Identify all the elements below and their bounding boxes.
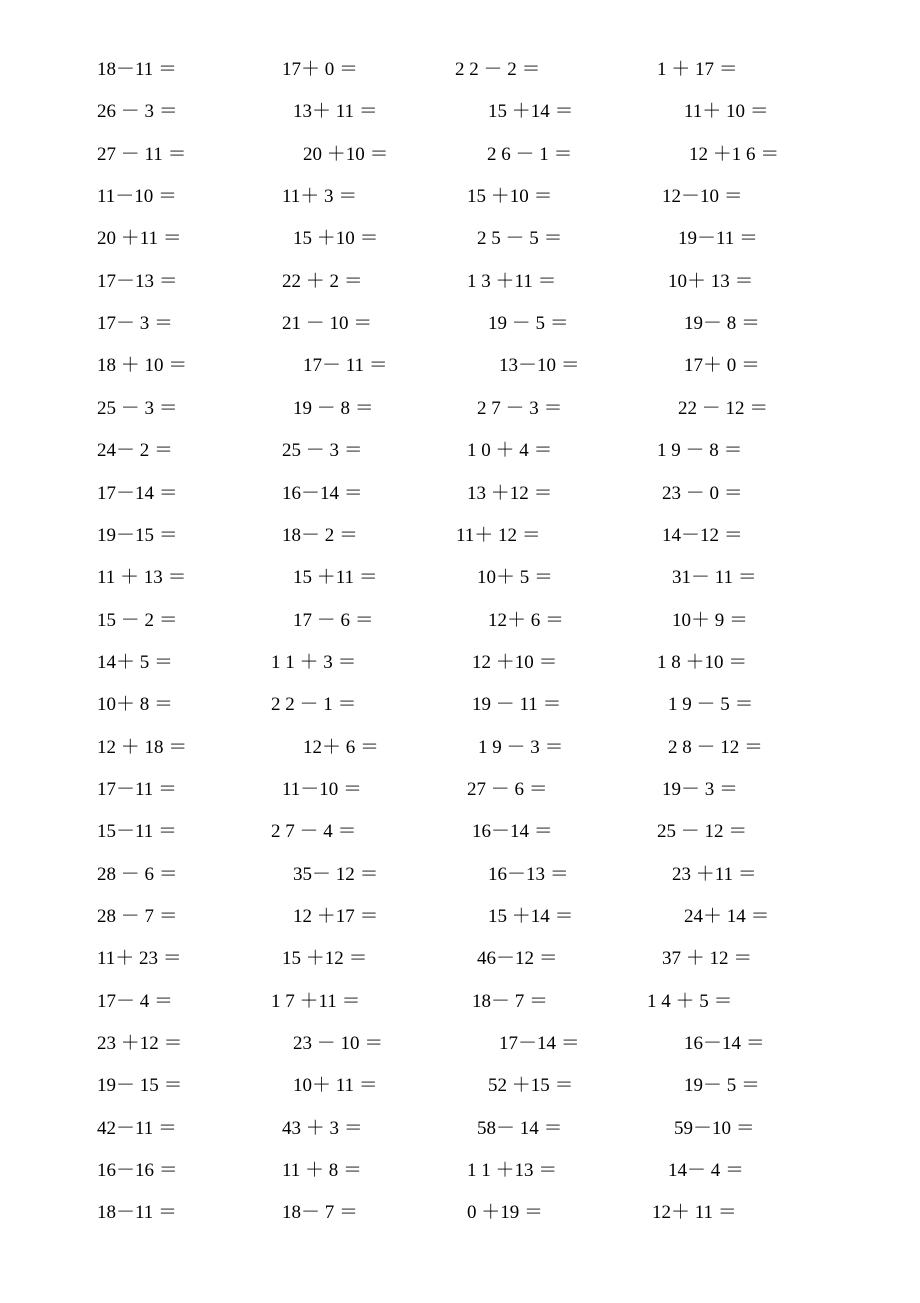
- math-problem: 15 ＋10 ＝: [293, 228, 379, 250]
- math-problem: 13－10 ＝: [499, 355, 580, 377]
- math-problem: 18－ 7 ＝: [472, 990, 549, 1012]
- math-problem: 17－ 11 ＝: [303, 355, 388, 377]
- math-problem: 25 － 12 ＝: [657, 821, 748, 843]
- math-problem: 12 ＋10 ＝: [472, 651, 558, 673]
- math-problem: 11＋ 10 ＝: [684, 101, 769, 123]
- math-problem: 17＋ 0 ＝: [282, 59, 359, 80]
- math-problem: 17－11 ＝: [97, 778, 178, 800]
- math-problem: 28 － 7 ＝: [97, 906, 178, 927]
- math-problem: 1 1 ＋ 3 ＝: [271, 651, 357, 673]
- math-problem: 25 － 3 ＝: [97, 397, 178, 419]
- math-problem: 42－11 ＝: [97, 1117, 178, 1139]
- math-problem: 37 ＋ 12 ＝: [662, 948, 753, 970]
- math-problem: 19－ 3 ＝: [662, 778, 739, 800]
- math-problem: 13 ＋12 ＝: [467, 482, 553, 504]
- math-problem: 1 9 － 5 ＝: [668, 694, 754, 716]
- math-problem: 31－ 11 ＝: [672, 567, 757, 589]
- math-problem: 1 1 ＋13 ＝: [467, 1160, 558, 1182]
- math-problem: 1 ＋ 17 ＝: [657, 59, 738, 80]
- math-problem: 27 － 6 ＝: [467, 778, 548, 800]
- math-problem: 1 4 ＋ 5 ＝: [647, 990, 733, 1012]
- math-problem: 27 － 11 ＝: [97, 143, 187, 165]
- math-problem: 1 0 ＋ 4 ＝: [467, 440, 553, 462]
- math-problem: 43 ＋ 3 ＝: [282, 1117, 363, 1139]
- math-problem: 20 ＋11 ＝: [97, 228, 182, 250]
- math-problem: 18－ 2 ＝: [282, 524, 359, 546]
- math-problem: 14－12 ＝: [662, 524, 743, 546]
- math-problem: 12 ＋ 18 ＝: [97, 736, 188, 758]
- math-problem: 22 － 12 ＝: [678, 397, 769, 419]
- math-problem: 19－11 ＝: [678, 228, 759, 250]
- math-problem: 23 － 10 ＝: [293, 1033, 384, 1055]
- math-problem: 10＋ 5 ＝: [477, 567, 554, 589]
- math-problem: 11－10 ＝: [97, 186, 178, 208]
- math-problem: 10＋ 13 ＝: [668, 270, 754, 292]
- math-problem: 12＋ 6 ＝: [488, 609, 565, 631]
- math-problem: 1 3 ＋11 ＝: [467, 270, 557, 292]
- math-problem: 19－ 8 ＝: [684, 313, 761, 335]
- math-problem: 15 ＋14 ＝: [488, 906, 574, 927]
- math-problem: 17－ 4 ＝: [97, 990, 174, 1012]
- math-problem: 10＋ 8 ＝: [97, 694, 174, 716]
- math-problem: 11 ＋ 8 ＝: [282, 1160, 363, 1182]
- math-problem: 19－ 5 ＝: [684, 1075, 761, 1097]
- math-problem: 12 ＋17 ＝: [293, 906, 379, 927]
- math-problem: 18－11 ＝: [97, 59, 178, 80]
- math-problem: 2 7 － 3 ＝: [477, 397, 563, 419]
- math-problem: 19－15 ＝: [97, 524, 178, 546]
- math-problem: 16－14 ＝: [684, 1033, 765, 1055]
- math-problem: 17－14 ＝: [499, 1033, 580, 1055]
- math-problem: 46－12 ＝: [477, 948, 558, 970]
- math-problem: 11＋ 23 ＝: [97, 948, 182, 970]
- math-problem: 17 － 6 ＝: [293, 609, 374, 631]
- math-problem: 2 2 － 1 ＝: [271, 694, 357, 716]
- math-problem: 11＋ 3 ＝: [282, 186, 358, 208]
- math-problem: 13＋ 11 ＝: [293, 101, 378, 123]
- math-problem: 10＋ 9 ＝: [672, 609, 749, 631]
- math-problem: 15 － 2 ＝: [97, 609, 178, 631]
- math-problem: 17－14 ＝: [97, 482, 178, 504]
- math-problem: 59－10 ＝: [674, 1117, 755, 1139]
- math-problem: 16－14 ＝: [282, 482, 363, 504]
- math-problem: 17－ 3 ＝: [97, 313, 174, 335]
- math-problem: 12＋ 11 ＝: [652, 1202, 737, 1224]
- math-problem: 1 7 ＋11 ＝: [271, 990, 361, 1012]
- math-problem: 19 － 11 ＝: [472, 694, 562, 716]
- math-problem: 2 8 － 12 ＝: [668, 736, 764, 758]
- math-problem: 0 ＋19 ＝: [467, 1202, 544, 1224]
- math-problem: 2 6 － 1 ＝: [487, 143, 573, 165]
- math-problem: 14－ 4 ＝: [668, 1160, 745, 1182]
- math-problem: 11 ＋ 13 ＝: [97, 567, 187, 589]
- math-problem: 15－11 ＝: [97, 821, 178, 843]
- math-problem: 24－ 2 ＝: [97, 440, 174, 462]
- math-problem: 15 ＋10 ＝: [467, 186, 553, 208]
- math-problem: 15 ＋14 ＝: [488, 101, 574, 123]
- math-problem: 12 ＋1 6 ＝: [689, 143, 780, 165]
- math-problem: 23 ＋12 ＝: [97, 1033, 183, 1055]
- math-problem: 2 5 － 5 ＝: [477, 228, 563, 250]
- math-problem: 22 ＋ 2 ＝: [282, 270, 363, 292]
- math-problem: 23 ＋11 ＝: [672, 863, 757, 885]
- math-problem: 15 ＋12 ＝: [282, 948, 368, 970]
- math-problem: 21 － 10 ＝: [282, 313, 373, 335]
- math-problem: 11－10 ＝: [282, 778, 363, 800]
- math-problem: 35－ 12 ＝: [293, 863, 379, 885]
- math-problem: 18 ＋ 10 ＝: [97, 355, 188, 377]
- math-problem: 1 9 － 8 ＝: [657, 440, 743, 462]
- math-problem: 16－16 ＝: [97, 1160, 178, 1182]
- math-problem: 1 9 － 3 ＝: [478, 736, 564, 758]
- math-problem: 17＋ 0 ＝: [684, 355, 761, 377]
- math-problem: 10＋ 11 ＝: [293, 1075, 378, 1097]
- math-problem: 15 ＋11 ＝: [293, 567, 378, 589]
- math-problem: 18－ 7 ＝: [282, 1202, 359, 1224]
- math-problem: 24＋ 14 ＝: [684, 906, 770, 927]
- math-problem: 19－ 15 ＝: [97, 1075, 183, 1097]
- math-problem: 14＋ 5 ＝: [97, 651, 174, 673]
- math-problem: 2 7 － 4 ＝: [271, 821, 357, 843]
- math-problem: 17－13 ＝: [97, 270, 178, 292]
- math-problem: 16－13 ＝: [488, 863, 569, 885]
- math-problem: 2 2 － 2 ＝: [455, 59, 541, 80]
- math-problem: 26 － 3 ＝: [97, 101, 178, 123]
- math-problem: 19 － 5 ＝: [488, 313, 569, 335]
- math-problem: 28 － 6 ＝: [97, 863, 178, 885]
- math-problem: 1 8 ＋10 ＝: [657, 651, 748, 673]
- math-problem: 12＋ 6 ＝: [303, 736, 380, 758]
- math-problem: 18－11 ＝: [97, 1202, 178, 1224]
- math-problem: 52 ＋15 ＝: [488, 1075, 574, 1097]
- math-problem: 25 － 3 ＝: [282, 440, 363, 462]
- math-problem: 23 － 0 ＝: [662, 482, 743, 504]
- math-problem: 12－10 ＝: [662, 186, 743, 208]
- math-problem: 20 ＋10 ＝: [303, 143, 389, 165]
- math-problem: 16－14 ＝: [472, 821, 553, 843]
- math-problem: 11＋ 12 ＝: [456, 524, 541, 546]
- math-problem: 58－ 14 ＝: [477, 1117, 563, 1139]
- math-problem: 19 － 8 ＝: [293, 397, 374, 419]
